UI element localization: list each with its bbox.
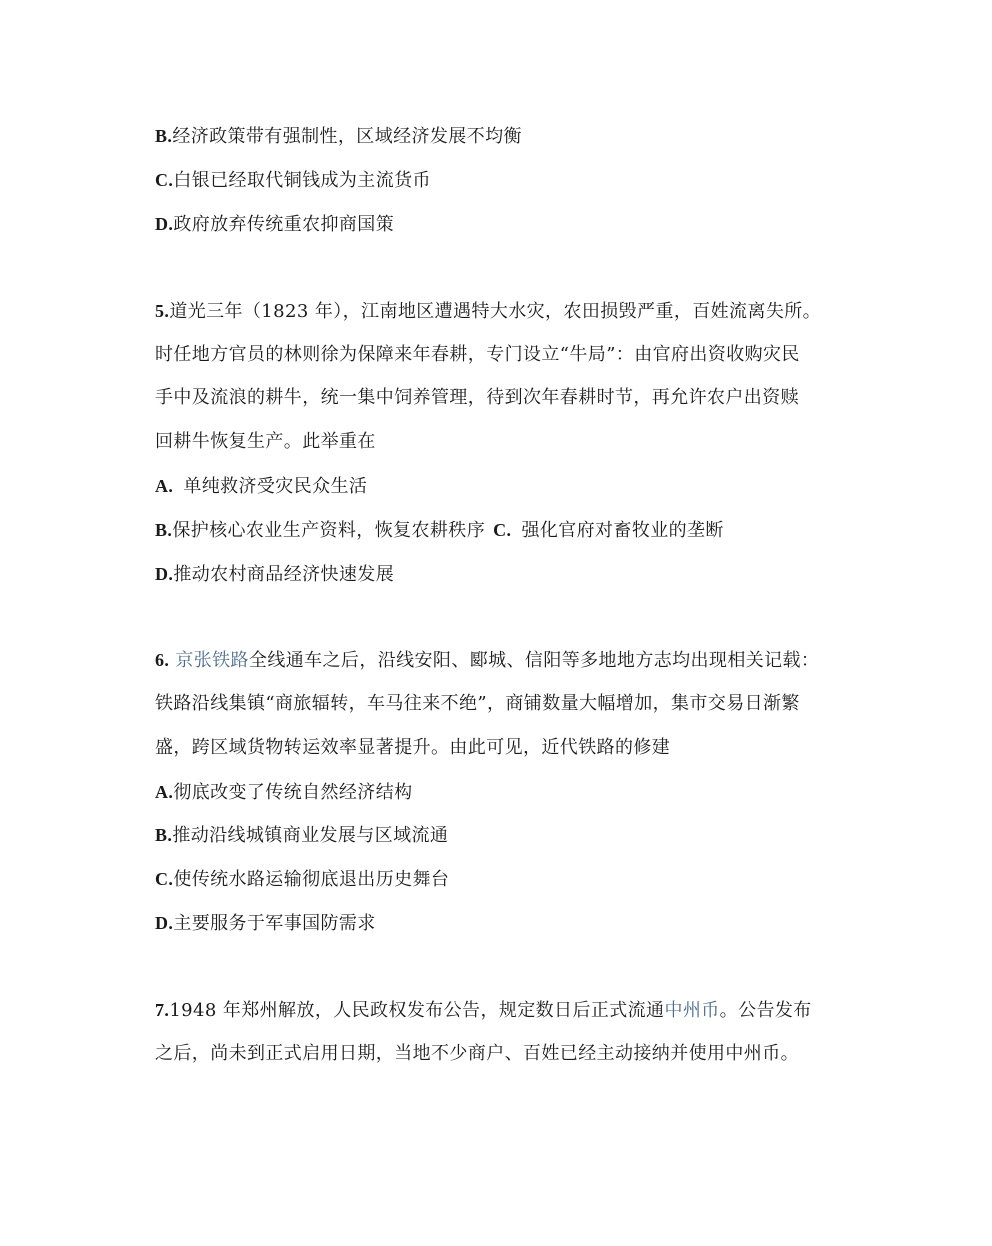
option-text: 单纯救济受灾民众生活 — [183, 476, 368, 497]
q4-option-b — [155, 124, 855, 149]
q6-option-b — [155, 823, 855, 848]
option-label: B. — [155, 520, 173, 540]
q6-option-a — [155, 780, 855, 805]
q5-option-a — [155, 474, 855, 499]
question-number: 5. — [155, 301, 170, 321]
q6-option-c — [155, 867, 855, 892]
option-label: C. — [155, 170, 174, 190]
q5-stem-line-4: 回耕牛恢复生产。此举重在 — [155, 431, 376, 452]
option-text: 白银已经取代铜钱成为主流货币 — [173, 170, 431, 191]
option-text: 使传统水路运输彻底退出历史舞台 — [173, 869, 450, 890]
option-text: 经济政策带有强制性，区域经济发展不均衡 — [172, 126, 522, 147]
q5-option-d — [155, 562, 855, 587]
option-label: D. — [155, 214, 174, 234]
q7-stem-line-1 — [155, 998, 855, 1023]
question-number: 7. — [155, 1000, 170, 1020]
option-text: 强化官府对畜牧业的垄断 — [521, 520, 724, 541]
option-text: 保护核心农业生产资料，恢复农耕秩序 — [172, 520, 486, 541]
q4-option-c — [155, 168, 855, 193]
q6-option-d — [155, 911, 855, 936]
stem-text: 。公告发布 — [719, 1000, 812, 1021]
option-label: D. — [155, 564, 174, 584]
option-text: 主要服务于军事国防需求 — [173, 913, 376, 934]
option-label: C. — [155, 869, 174, 889]
option-text: 推动沿线城镇商业发展与区域流通 — [172, 825, 449, 846]
option-label: A. — [155, 782, 174, 802]
q4-option-d — [155, 212, 855, 237]
q7-stem-line-2: 之后，尚未到正式启用日期，当地不少商户、百姓已经主动接纳并使用中州币。 — [155, 1043, 799, 1064]
q5-option-b-c — [155, 518, 855, 543]
option-label: A. — [155, 476, 174, 496]
q6-stem-line-2: 铁路沿线集镇“商旅辐转，车马往来不绝”，商铺数量大幅增加，集市交易日渐繁 — [155, 693, 800, 714]
stem-text: 道光三年（1823 年），江南地区遭遇特大水灾，农田损毁严重，百姓流离失所。 — [169, 301, 822, 322]
stem-text: 全线通车之后，沿线安阳、郾城、信阳等多地地方志均出现相关记载： — [248, 650, 820, 671]
option-text: 政府放弃传统重农抑商国策 — [173, 214, 395, 235]
jingzhang-railway-link[interactable]: 京张铁路 — [175, 650, 249, 671]
option-label: C. — [493, 520, 512, 540]
q6-stem-line-3: 盛，跨区域货物转运效率显著提升。由此可见，近代铁路的修建 — [155, 737, 671, 758]
option-label: B. — [155, 825, 173, 845]
option-text: 推动农村商品经济快速发展 — [173, 564, 395, 585]
q6-stem-line-1 — [155, 648, 855, 673]
option-label: B. — [155, 126, 173, 146]
q5-stem-line-2: 时任地方官员的林则徐为保障来年春耕，专门设立“牛局”：由官府出资收购灾民 — [155, 344, 800, 365]
option-text: 彻底改变了传统自然经济结构 — [173, 782, 413, 803]
q5-stem-line-3: 手中及流浪的耕牛，统一集中饲养管理，待到次年春耕时节，再允许农户出资赎 — [155, 387, 799, 408]
option-label: D. — [155, 913, 174, 933]
question-number: 6. — [155, 650, 170, 670]
zhongzhou-currency-link[interactable]: 中州币 — [664, 1000, 720, 1021]
stem-text: 1948 年郑州解放，人民政权发布公告，规定数日后正式流通 — [169, 1000, 665, 1021]
q5-stem-line-1 — [155, 299, 855, 324]
